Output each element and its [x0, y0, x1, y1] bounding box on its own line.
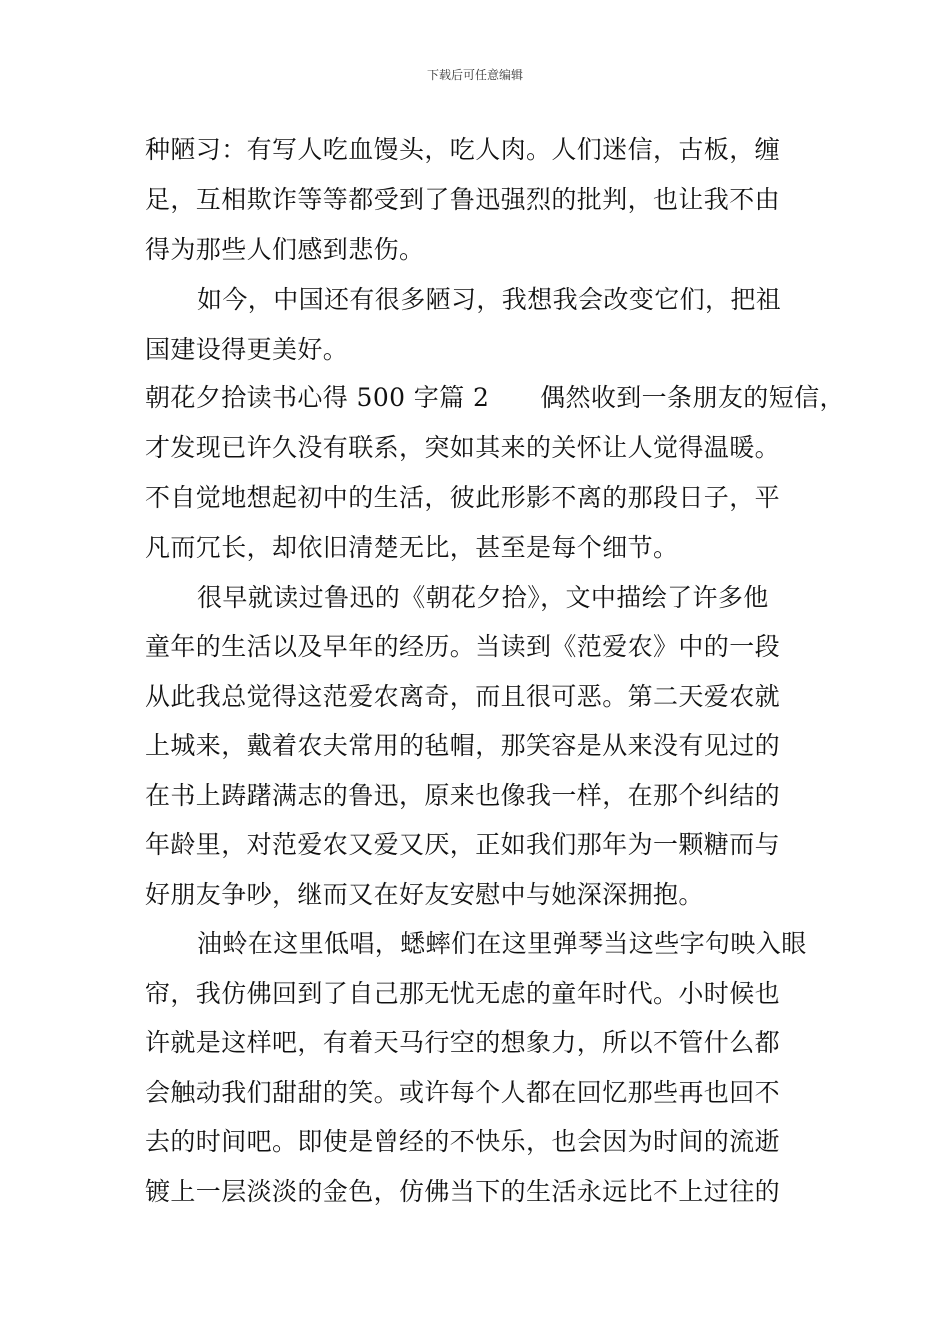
- text-line: 镀上一层淡淡的金色，仿佛当下的生活永远比不上过往的: [145, 1177, 781, 1206]
- text-line: 童年的生活以及早年的经历。当读到《范爱农》中的一段: [145, 632, 781, 661]
- text-line: 不自觉地想起初中的生活，彼此形影不离的那段日子，平: [145, 483, 781, 512]
- text-line: 种陋习：有写人吃血馒头，吃人肉。人们迷信，古板，缠: [145, 135, 781, 164]
- text-line: 年龄里，对范爱农又爱又厌，正如我们那年为一颗糖而与: [145, 830, 781, 859]
- text-line: 在书上踌躇满志的鲁迅，原来也像我一样，在那个纠结的: [145, 781, 781, 810]
- text-line: 许就是这样吧，有着天马行空的想象力，所以不管什么都: [145, 1028, 781, 1057]
- text-line: 从此我总觉得这范爱农离奇，而且很可恶。第二天爱农就: [145, 682, 781, 711]
- text-line: 好朋友争吵，继而又在好友安慰中与她深深拥抱。: [145, 880, 704, 909]
- text-line: 凡而冗长，却依旧清楚无比，甚至是每个细节。: [145, 533, 679, 562]
- text-line: 国建设得更美好。: [145, 335, 349, 364]
- text-line: 帘，我仿佛回到了自己那无忧无虑的童年时代。小时候也: [145, 979, 781, 1008]
- text-line: 才发现已许久没有联系，突如其来的关怀让人觉得温暖。: [145, 433, 781, 462]
- section-heading-line: 朝花夕拾读书心得 500 字篇 2 偶然收到一条朋友的短信，: [145, 383, 845, 412]
- text-line: 去的时间吧。即使是曾经的不快乐，也会因为时间的流逝: [145, 1127, 781, 1156]
- page-header: 下载后可任意编辑: [426, 68, 523, 82]
- paragraph-first-line: 油蛉在这里低唱，蟋蟀们在这里弹琴当这些字句映入眼: [197, 929, 807, 958]
- text-line: 会触动我们甜甜的笑。或许每个人都在回忆那些再也回不: [145, 1078, 781, 1107]
- paragraph-first-line: 很早就读过鲁迅的《朝花夕拾》，文中描绘了许多他: [197, 583, 769, 612]
- text-line: 足，互相欺诈等等都受到了鲁迅强烈的批判，也让我不由: [145, 185, 781, 214]
- text-line: 上城来，戴着农夫常用的毡帽，那笑容是从来没有见过的: [145, 731, 781, 760]
- text-line: 得为那些人们感到悲伤。: [145, 235, 425, 264]
- paragraph-first-line: 如今，中国还有很多陋习，我想我会改变它们，把祖: [197, 285, 782, 314]
